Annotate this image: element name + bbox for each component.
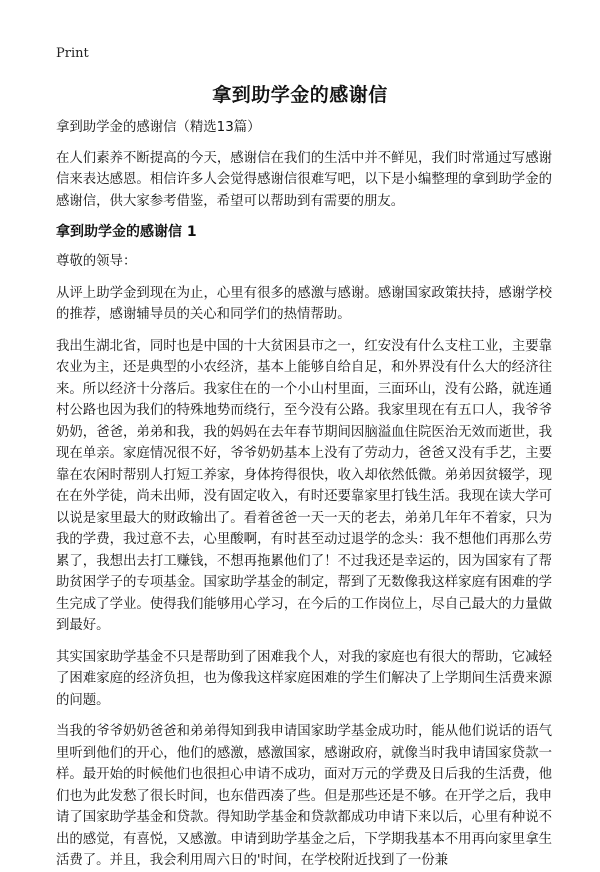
- intro-paragraph: 在人们素养不断提高的今天，感谢信在我们的生活中并不鲜见，我们时常通过写感谢信来表达感恩。相信许多人会觉得感谢信很难写吧，以下是小编整理的拿到助学金的感谢信，供大家参考借鉴，希望可以帮助到有需要的朋友。: [56, 150, 552, 209]
- print-label[interactable]: Print: [56, 46, 89, 61]
- body-paragraph: 从评上助学金到现在为止，心里有很多的感激与感谢。感谢国家政策扶持，感谢学校的推荐，感谢辅导员的关心和同学们的热情帮助。: [56, 285, 552, 322]
- document-subtitle: 拿到助学金的感谢信（精选13篇）: [56, 120, 261, 135]
- page-title: 拿到助学金的感谢信: [212, 84, 388, 106]
- section-heading: 拿到助学金的感谢信 1: [56, 224, 197, 240]
- salutation: 尊敬的领导：: [56, 254, 137, 269]
- body-paragraph: 其实国家助学基金不只是帮助到了困难我个人，对我的家庭也有很大的帮助，它减轻了困难家庭的经济负担，也为像我这样家庭困难的学生们解决了上学期间生活费来源的问题。: [56, 649, 552, 708]
- document-body: [56, 117, 552, 872]
- body-paragraph: 当我的爷爷奶奶爸爸和弟弟得知到我申请国家助学基金成功时，能从他们说话的语气里听到他们的开心，他们的感激，感激国家，感谢政府，就像当时我申请国家贷款一样。最开始的时候他们也很担心申请不成功，面对万元的学费及日后我的生活费，他们也为此发愁了很长时间，也东借西凑了些。但是那些还是不够。在开学之后，我申请了国家助学基金和贷款。得知助学基金和贷款都成功申请下来以后，心里有种说不出的感觉，有喜悦，又感激。申请到助学基金之后，下学期我基本不用再向家里拿生活费了。并且，我会利用周六日的'时间，在学校附近找到了一份兼: [56, 724, 552, 868]
- body-paragraph: 我出生湖北省，同时也是中国的十大贫困县市之一，红安没有什么支柱工业，主要靠农业为主，还是典型的小农经济，基本上能够自给自足，和外界没有什么大的经济往来。所以经济十分落后。我家住在的一个小山村里面，三面环山，没有公路，就连通村公路也因为我们的特殊地势而绕行，至今没有公路。我家里现在有五口人，我爷爷奶奶，爸爸，弟弟和我，我的妈妈在去年春节期间因脑溢血住院医治无效而逝世，我现在单亲。家庭情况很不好，爷爷奶奶基本上没有了劳动力，爸爸又没有手艺，主要靠在农闲时帮别人打短工养家，身体挎得很快，收入却依然低微。弟弟因贫辍学，现在在外学徒，尚未出师，没有固定收入，有时还要靠家里打钱生活。我现在读大学可以说是家里最大的财政输出了。看着爸爸一天一天的老去，弟弟几年年不着家，只为我的学费，我过意不去，心里酸啊，有时甚至动过退学的念头：我不想他们再那么劳累了，我想出去打工赚钱，不想再拖累他们了！不过我还是幸运的，因为国家有了帮助贫困学子的专项基金。国家助学基金的制定，帮到了无数像我这样家庭有困难的学生完成了学业。使得我们能够用心学习，在今后的工作岗位上，尽自己最大的力量做到最好。: [56, 338, 552, 633]
